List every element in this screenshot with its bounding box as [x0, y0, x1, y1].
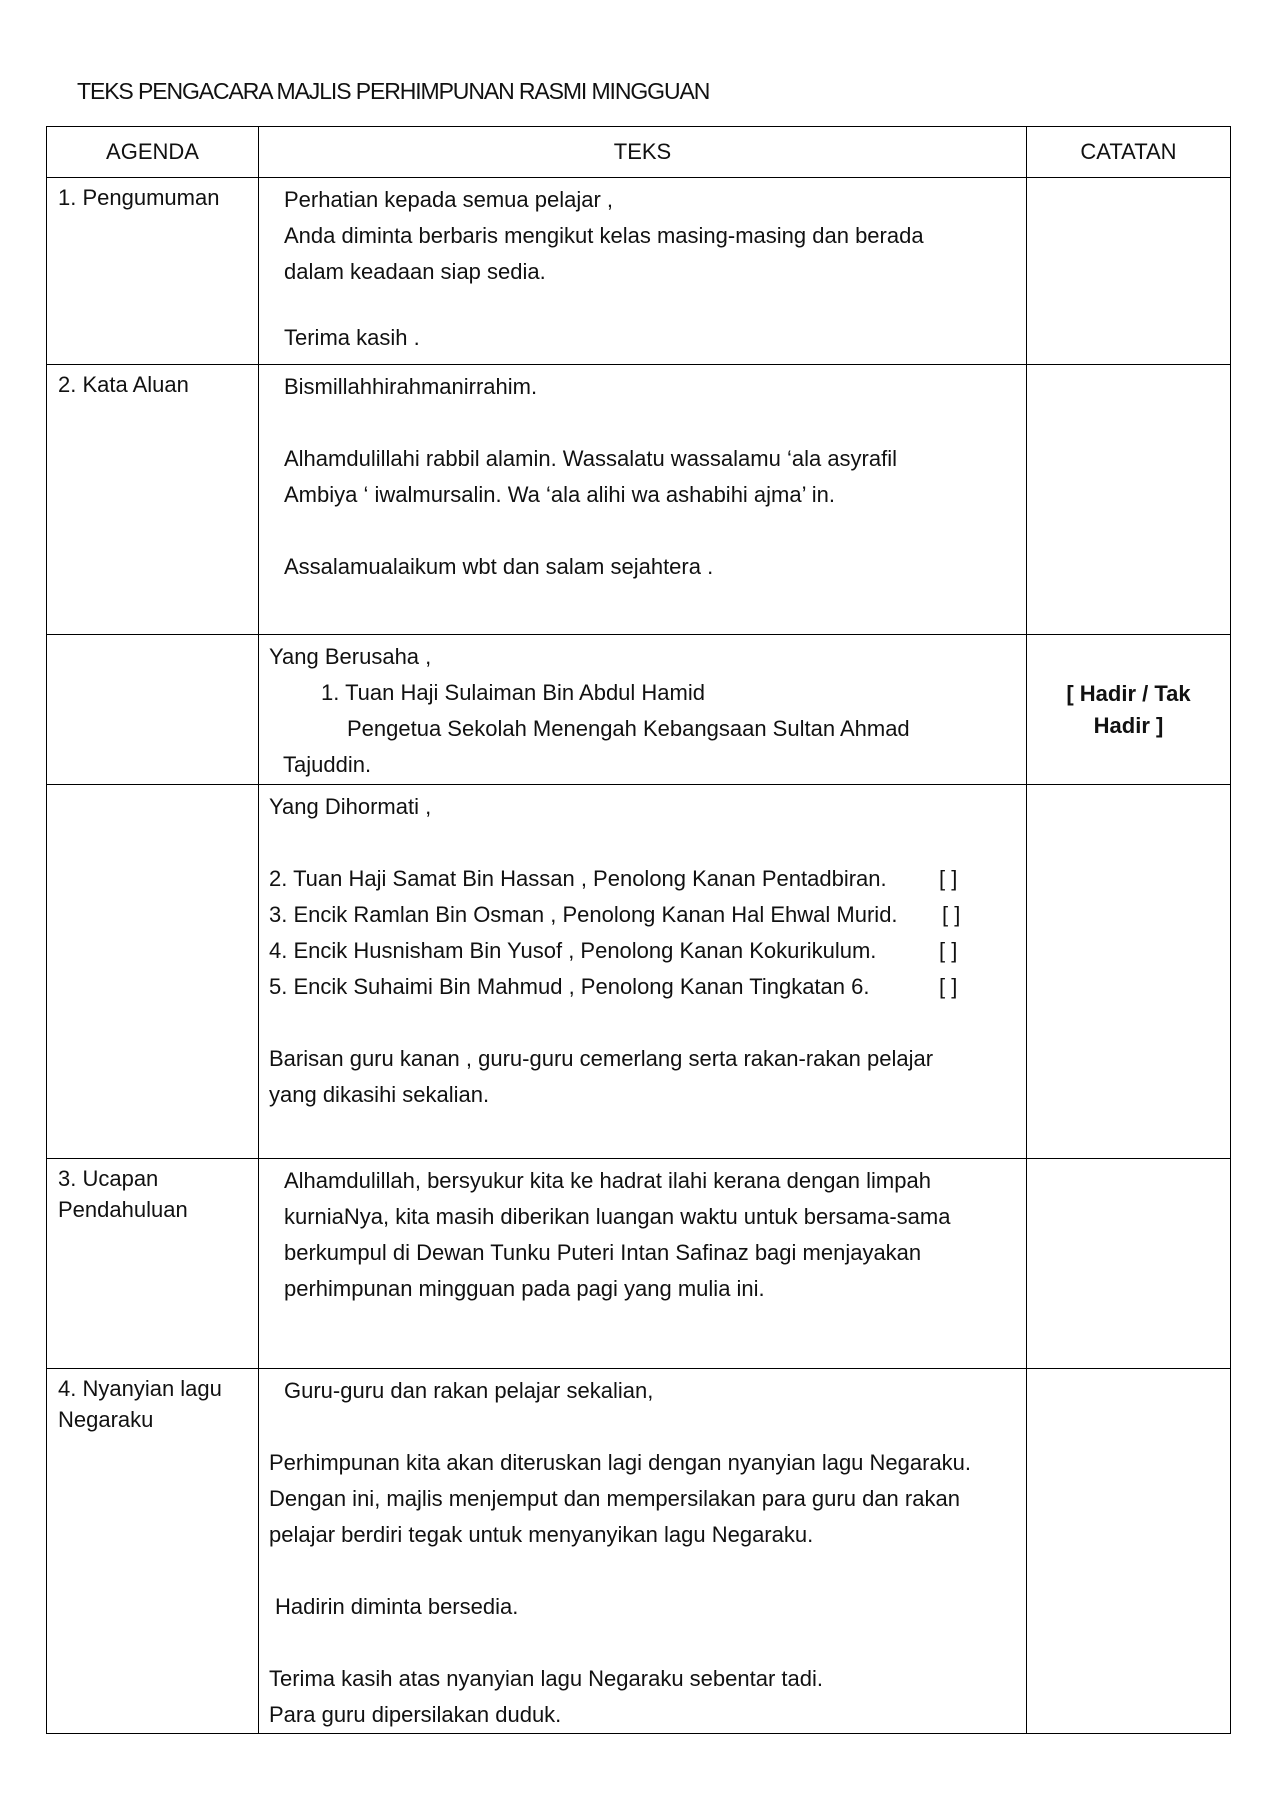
agenda-cell: 2. Kata Aluan: [47, 365, 259, 635]
text-cell: [259, 1159, 1027, 1369]
agenda-cell: 1. Pengumuman: [47, 178, 259, 365]
text-line: kurniaNya, kita masih diberikan luangan waktu untuk bersama-sama: [284, 1204, 951, 1229]
text-line: 1. Tuan Haji Sulaiman Bin Abdul Hamid: [321, 680, 705, 705]
table-row: [47, 785, 1231, 1159]
document-title: TEKS PENGACARA MAJLIS PERHIMPUNAN RASMI MINGGUAN: [77, 78, 710, 104]
text-line: pelajar berdiri tegak untuk menyanyikan lagu Negaraku.: [269, 1522, 814, 1547]
text-line: Perhimpunan kita akan diteruskan lagi dengan nyanyian lagu Negaraku.: [269, 1450, 972, 1475]
text-line: Yang Dihormati ,: [269, 794, 432, 819]
attendance-note-line: [ Hadir / Tak: [1066, 680, 1191, 706]
agenda-cell: [47, 1369, 259, 1734]
guest-line: [269, 933, 1016, 969]
agenda-cell: [47, 635, 259, 785]
guest-name: 4. Encik Husnisham Bin Yusof , Penolong Kanan Kokurikulum.: [269, 938, 877, 963]
text-cell: [259, 635, 1027, 785]
guest-line: [269, 861, 1016, 897]
table-row: [47, 178, 1231, 365]
table-row: [47, 635, 1231, 785]
guest-line: [269, 897, 1016, 933]
agenda-line: 3. Ucapan: [58, 1166, 159, 1191]
attendance-bracket: [ ]: [939, 974, 958, 999]
agenda-cell: [47, 1159, 259, 1369]
text-line: Perhatian kepada semua pelajar ,: [284, 187, 613, 212]
agenda-line: Negaraku: [58, 1407, 154, 1432]
text-cell: [259, 365, 1027, 635]
text-line: Yang Berusaha ,: [269, 644, 432, 669]
text-line: Alhamdulillah, bersyukur kita ke hadrat ilahi kerana dengan limpah: [284, 1168, 931, 1193]
text-line: perhimpunan mingguan pada pagi yang mulia ini.: [284, 1276, 765, 1301]
text-line: Alhamdulillahi rabbil alamin. Wassalatu wassalamu ‘ala asyrafil: [284, 446, 898, 471]
text-line: Tajuddin.: [283, 752, 372, 777]
table-header-row: [47, 127, 1231, 178]
text-cell: [259, 785, 1027, 1159]
text-cell: [259, 178, 1027, 365]
catatan-cell: [1027, 178, 1231, 365]
catatan-cell: [1027, 1369, 1231, 1734]
text-line: Anda diminta berbaris mengikut kelas masing-masing dan berada: [284, 223, 924, 248]
agenda-line: Pendahuluan: [58, 1197, 188, 1222]
agenda-line: 4. Nyanyian lagu: [58, 1376, 222, 1401]
text-line: Hadirin diminta bersedia.: [275, 1594, 519, 1619]
text-cell: [259, 1369, 1027, 1734]
guest-name: 5. Encik Suhaimi Bin Mahmud , Penolong Kanan Tingkatan 6.: [269, 974, 870, 999]
attendance-bracket: [ ]: [939, 938, 958, 963]
text-line: yang dikasihi sekalian.: [269, 1082, 490, 1107]
text-line: Terima kasih .: [284, 325, 420, 350]
guest-line: [269, 969, 1016, 1005]
catatan-cell: [1027, 1159, 1231, 1369]
text-line: berkumpul di Dewan Tunku Puteri Intan Safinaz bagi menjayakan: [284, 1240, 922, 1265]
text-line: Terima kasih atas nyanyian lagu Negaraku sebentar tadi.: [269, 1666, 823, 1691]
attendance-note-line: Hadir ]: [1093, 712, 1164, 738]
table-row: [47, 1159, 1231, 1369]
agenda-cell: [47, 785, 259, 1159]
text-line: Dengan ini, majlis menjemput dan mempersilakan para guru dan rakan: [269, 1486, 960, 1511]
attendance-note: [1027, 635, 1231, 785]
guest-name: 2. Tuan Haji Samat Bin Hassan , Penolong Kanan Pentadbiran.: [269, 866, 887, 891]
header-catatan: CATATAN: [1027, 127, 1231, 178]
agenda-table: [46, 126, 1231, 1734]
text-line: Guru-guru dan rakan pelajar sekalian,: [284, 1378, 654, 1403]
guest-name: 3. Encik Ramlan Bin Osman , Penolong Kanan Hal Ehwal Murid.: [269, 902, 898, 927]
text-line: Para guru dipersilakan duduk.: [269, 1702, 562, 1727]
table-row: [47, 1369, 1231, 1734]
text-line: Ambiya ‘ iwalmursalin. Wa ‘ala alihi wa ashabihi ajma’ in.: [284, 482, 836, 507]
header-agenda: AGENDA: [47, 127, 259, 178]
table-row: [47, 365, 1231, 635]
text-line: Pengetua Sekolah Menengah Kebangsaan Sultan Ahmad: [347, 716, 910, 741]
text-line: dalam keadaan siap sedia.: [284, 259, 546, 284]
header-teks: TEKS: [259, 127, 1027, 178]
catatan-cell: [1027, 785, 1231, 1159]
attendance-bracket: [ ]: [939, 866, 958, 891]
catatan-cell: [1027, 365, 1231, 635]
text-line: Bismillahhirahmanirrahim.: [284, 374, 538, 399]
attendance-bracket: [ ]: [942, 902, 961, 927]
text-line: Barisan guru kanan , guru-guru cemerlang serta rakan-rakan pelajar: [269, 1046, 934, 1071]
text-line: Assalamualaikum wbt dan salam sejahtera .: [284, 554, 714, 579]
